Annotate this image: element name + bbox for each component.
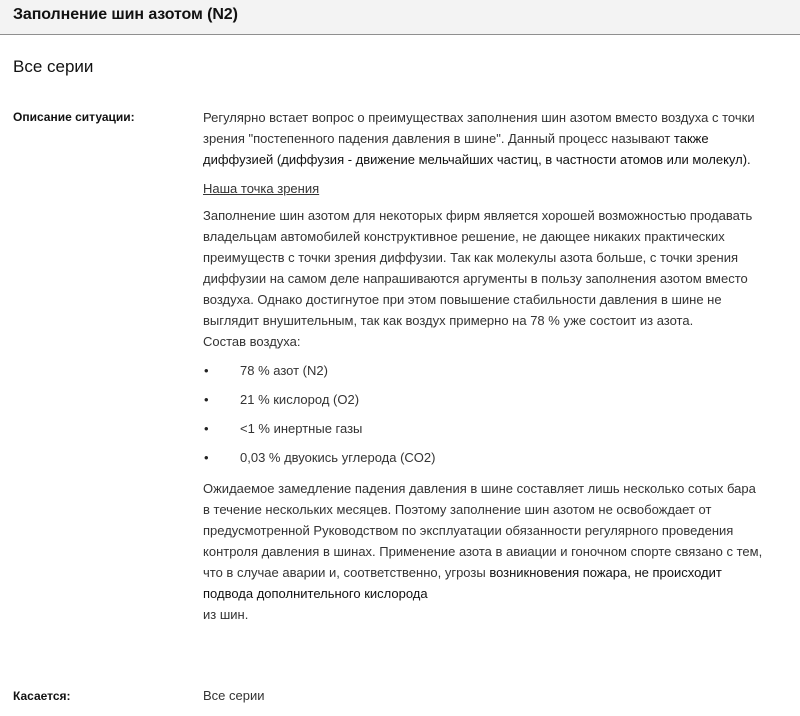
title-bar bbox=[0, 0, 800, 35]
list-item bbox=[203, 443, 763, 472]
applies-value: Все серии bbox=[203, 688, 265, 703]
our-view-link[interactable]: Наша точка зрения bbox=[203, 181, 320, 196]
conclusion-paragraph bbox=[203, 478, 763, 625]
list-item-text: 0,03 % двуокись углерода (CO2) bbox=[240, 450, 436, 465]
bullet-icon: • bbox=[204, 421, 209, 436]
intro-text: Регулярно встает вопрос о преимуществах заполнения шин азотом вместо воздуха с точки зрения "постепенного падения давления в шине". Данный процесс называют bbox=[203, 110, 755, 146]
list-item-text: 21 % кислород (O2) bbox=[240, 392, 360, 407]
series-heading: Все серии bbox=[13, 57, 94, 76]
situation-content bbox=[203, 107, 763, 625]
composition-label: Состав воздуха: bbox=[203, 334, 301, 349]
list-item-text: 78 % азот (N2) bbox=[240, 363, 328, 378]
situation-label: Описание ситуации: bbox=[13, 110, 135, 124]
list-item bbox=[203, 385, 763, 414]
bullet-icon: • bbox=[204, 363, 209, 378]
conclusion-text: Ожидаемое замедление падения давления в шине составляет лишь несколько сотых бара в течение нескольких месяцев. Поэтому заполнение шин азотом не освобождает от предусмотренной Руководством по эксплуатации обязанности регулярного проведения контроля давления в шинах. Применение азота в авиации и гоночном спорте связано с тем, что в случае аварии и, соответственно, угрозы bbox=[203, 481, 763, 580]
applies-label: Касается: bbox=[13, 689, 71, 703]
bullet-icon: • bbox=[204, 450, 209, 465]
intro-text-continued: также диффузией (диффузия - движение мельчайших частиц, в частности атомов или молекул). bbox=[203, 131, 751, 167]
conclusion-text-highlight: возникновения пожара, не происходит подвода дополнительного кислорода bbox=[203, 565, 722, 601]
list-item-text: <1 % инертные газы bbox=[240, 421, 363, 436]
page-title: Заполнение шин азотом (N2) bbox=[13, 6, 238, 23]
conclusion-text-end: из шин. bbox=[203, 607, 249, 622]
list-item bbox=[203, 356, 763, 385]
list-item bbox=[203, 414, 763, 443]
bullet-icon: • bbox=[204, 392, 209, 407]
composition-list bbox=[203, 356, 763, 472]
view-paragraph: Заполнение шин азотом для некоторых фирм является хорошей возможностью продавать владельцам автомобилей конструктивное решение, не дающее никаких практических преимуществ с точки зрения диффузии. Так как молекулы азота больше, с точки зрения диффузии на самом деле напрашиваются аргументы в пользу заполнения азотом вместо воздуха. Однако достигнутое при этом повышение стабильности давления в шине не выглядит внушительным, так как воздух примерно на 78 % уже состоит из азота. bbox=[203, 208, 753, 328]
intro-paragraph bbox=[203, 107, 763, 170]
